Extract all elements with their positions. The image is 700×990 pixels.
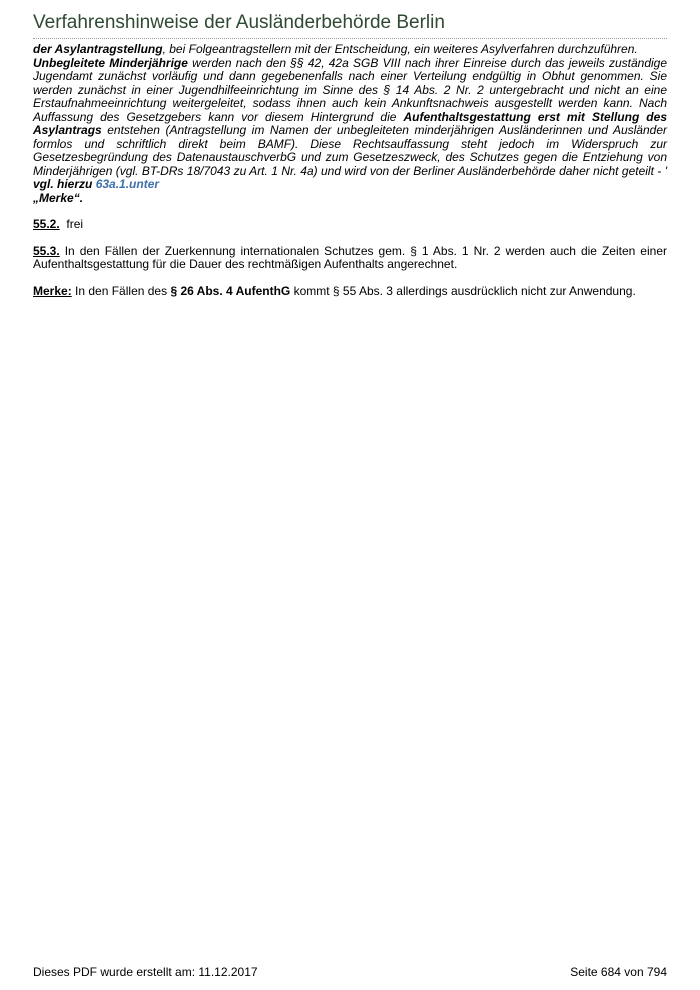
bold-term-asylantragstellung: der Asylantragstellung	[33, 42, 163, 56]
section-number: 55.3.	[33, 243, 60, 258]
paragraph-asylantragstellung	[33, 43, 667, 57]
paragraph-text: entstehen (Antragstellung im Namen der unbegleiteten minderjährigen Ausländerinnen und Ausländer formlos und schriftlich direkt beim BAMF). Diese Rechtsauffassung steht jedoch im Widerspruch zur Gesetzesbegründung des DatenaustauschverbG und zum Gesetzeszweck, des Schutzes gegen die Entziehung von Minderjährigen (vgl. BT-DRs 18/7043 zu Art. 1 Nr. 4a) und wird von der Berliner Ausländerbehörde daher nicht geteilt - '	[33, 123, 667, 178]
paragraph-text: werden nach den §§ 42, 42a SGB VIII nach ihrer Einreise durch das jeweils zuständige Jugendamt zunächst vorläufig und dann gegebenenfalls nach einer Verteilung endgültig in Obhut genommen. Sie werden zunächst in einer Jugendhilfeeinrichtung im Sinne des § 14 Abs. 2 Nr. 2 untergebracht und nicht an eine Erstaufnahmeeinrichtung weitergeleitet, sodass ihnen auch kein Ankunftsnachweis ausgestellt werden kann. Nach Auffassung des Gesetzgebers kann vor diesem Hintergrund die	[33, 55, 668, 124]
bold-term-aufenthaltsgestattung: Aufenthaltsgestattung erst mit Stellung des Asylantrags	[33, 109, 667, 137]
paragraph-text: , bei Folgeantragstellern mit der Entscheidung, ein weiteres Asylverfahren durchzuführen.	[162, 42, 638, 56]
creation-date: Dieses PDF wurde erstellt am: 11.12.2017	[33, 965, 258, 979]
page-header	[33, 10, 667, 39]
merke-label: Merke:	[33, 283, 72, 298]
section-text: frei	[66, 217, 84, 231]
page-number: Seite 684 von 794	[570, 965, 667, 979]
bold-ref-vgl: vgl. hierzu	[33, 177, 93, 191]
header-divider	[33, 38, 667, 39]
bold-term-paragraph-26: § 26 Abs. 4 AufenthG	[170, 283, 291, 298]
section-55-3	[33, 245, 667, 272]
section-text: In den Fällen der Zuerkennung internationalen Schutzes gem. § 1 Abs. 1 Nr. 2 werden auch die Zeiten einer Aufenthaltsgestattung für die Dauer des rechtmäßigen Aufenthalts angerechnet.	[33, 243, 667, 271]
document-title: Verfahrenshinweise der Ausländerbehörde Berlin	[33, 12, 445, 33]
paragraph-unbegleitete-minderjaehrige	[33, 57, 667, 206]
page-footer	[33, 965, 667, 980]
section-number: 55.2.	[33, 217, 60, 231]
merke-text: kommt § 55 Abs. 3 allerdings ausdrücklich nicht zur Anwendung.	[290, 283, 636, 298]
bold-ref-merke: „Merke“.	[33, 190, 84, 205]
merke-text: In den Fällen des	[75, 283, 171, 298]
merke-note	[33, 285, 667, 299]
bold-term-minderjaehrige: Unbegleitete Minderjährige	[33, 55, 188, 70]
cross-reference-link[interactable]: 63a.1.unter	[95, 177, 160, 191]
document-body	[33, 43, 667, 298]
section-55-2	[33, 218, 667, 232]
